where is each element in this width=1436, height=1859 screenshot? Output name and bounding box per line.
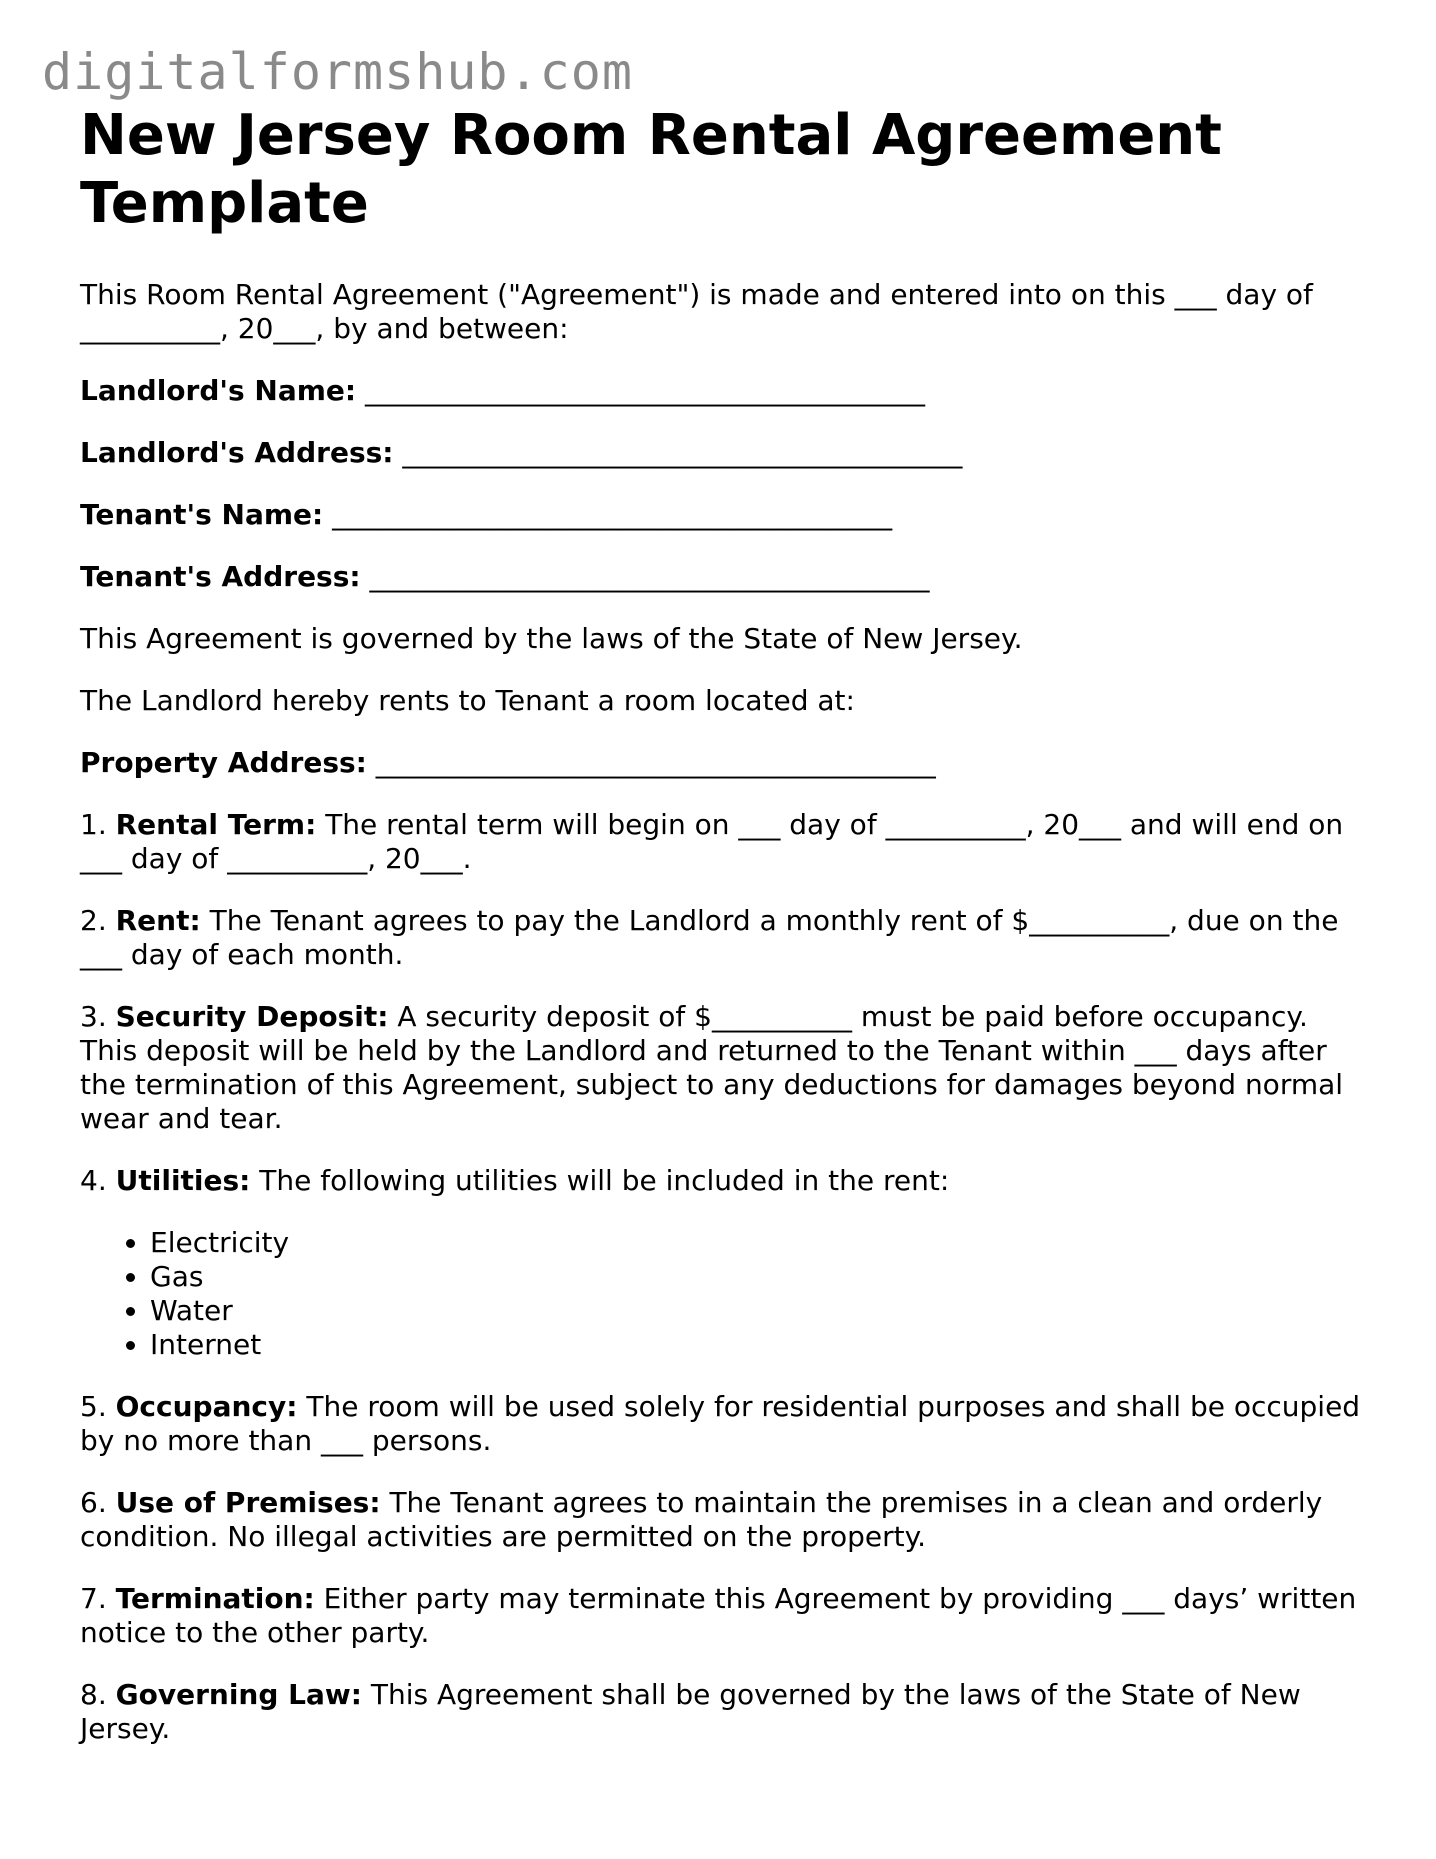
clause-governing-law: [80, 1678, 1370, 1746]
list-item: • Water: [150, 1294, 1370, 1328]
tenant-address-blank: ________________________________________: [369, 560, 930, 593]
property-address-label: Property Address:: [80, 746, 367, 779]
utilities-list: [80, 1226, 1370, 1362]
clause-text: This Agreement shall be governed by the laws of the State of New Jersey.: [80, 1678, 1301, 1745]
clause-number: 2.: [80, 904, 107, 937]
property-address-blank: ________________________________________: [375, 746, 936, 779]
list-item: • Internet: [150, 1328, 1370, 1362]
clause-number: 8.: [80, 1678, 107, 1711]
clause-text: The rental term will begin on ___ day of __________, 20___ and will end on ___ day of __________, 20___.: [80, 808, 1344, 875]
document-title: New Jersey Room Rental Agreement Template: [80, 103, 1222, 236]
clause-title: Rent:: [115, 904, 201, 937]
property-address-field: [80, 746, 1370, 780]
clause-number: 3.: [80, 1000, 107, 1033]
clause-number: 6.: [80, 1486, 107, 1519]
clause-utilities: [80, 1164, 1370, 1198]
intro-paragraph: This Room Rental Agreement ("Agreement") is made and entered into on this ___ day of __________, 20___, by and between:: [80, 278, 1313, 345]
watermark: digitalformshub.com: [42, 43, 633, 101]
clause-title: Security Deposit:: [115, 1000, 389, 1033]
tenant-name-field: [80, 498, 1370, 532]
governed-statement: This Agreement is governed by the laws of the State of New Jersey.: [80, 622, 1023, 655]
clause-termination: [80, 1582, 1370, 1650]
landlord-name-label: Landlord's Name:: [80, 374, 357, 407]
clause-rent: [80, 904, 1370, 972]
rents-statement: The Landlord hereby rents to Tenant a room located at:: [80, 684, 855, 717]
landlord-address-blank: ________________________________________: [402, 436, 963, 469]
list-item: • Gas: [150, 1260, 1370, 1294]
clause-occupancy: [80, 1390, 1370, 1458]
clause-title: Utilities:: [115, 1164, 251, 1197]
landlord-name-field: [80, 374, 1370, 408]
clause-text: The Tenant agrees to pay the Landlord a monthly rent of $__________, due on the ___ day of each month.: [80, 904, 1339, 971]
clause-title: Occupancy:: [115, 1390, 298, 1423]
clause-use-of-premises: [80, 1486, 1370, 1554]
tenant-name-label: Tenant's Name:: [80, 498, 324, 531]
clause-text: A security deposit of $__________ must be paid before occupancy. This deposit will be held by the Landlord and returned to the Tenant within ___ days after the termination of this Agreement, subject to any deductions for damages beyond normal wear and tear.: [80, 1000, 1344, 1135]
document-page: [80, 102, 1370, 1774]
tenant-address-field: [80, 560, 1370, 594]
clause-number: 4.: [80, 1164, 107, 1197]
clause-number: 5.: [80, 1390, 107, 1423]
clause-number: 1.: [80, 808, 107, 841]
landlord-address-label: Landlord's Address:: [80, 436, 394, 469]
clause-security-deposit: [80, 1000, 1370, 1136]
clause-title: Termination:: [115, 1582, 315, 1615]
clause-text: Either party may terminate this Agreement by providing ___ days’ written notice to the other party.: [80, 1582, 1357, 1649]
clause-text: The following utilities will be included in the rent:: [259, 1164, 950, 1197]
landlord-name-blank: ________________________________________: [364, 374, 925, 407]
clause-text: The Tenant agrees to maintain the premises in a clean and orderly condition. No illegal activities are permitted on the property.: [80, 1486, 1323, 1553]
tenant-address-label: Tenant's Address:: [80, 560, 361, 593]
clause-text: The room will be used solely for residential purposes and shall be occupied by no more than ___ persons.: [80, 1390, 1361, 1457]
list-item: • Electricity: [150, 1226, 1370, 1260]
clause-rental-term: [80, 808, 1370, 876]
tenant-name-blank: ________________________________________: [332, 498, 893, 531]
clause-title: Use of Premises:: [115, 1486, 381, 1519]
clause-title: Governing Law:: [115, 1678, 362, 1711]
clause-title: Rental Term:: [115, 808, 317, 841]
landlord-address-field: [80, 436, 1370, 470]
clause-number: 7.: [80, 1582, 107, 1615]
